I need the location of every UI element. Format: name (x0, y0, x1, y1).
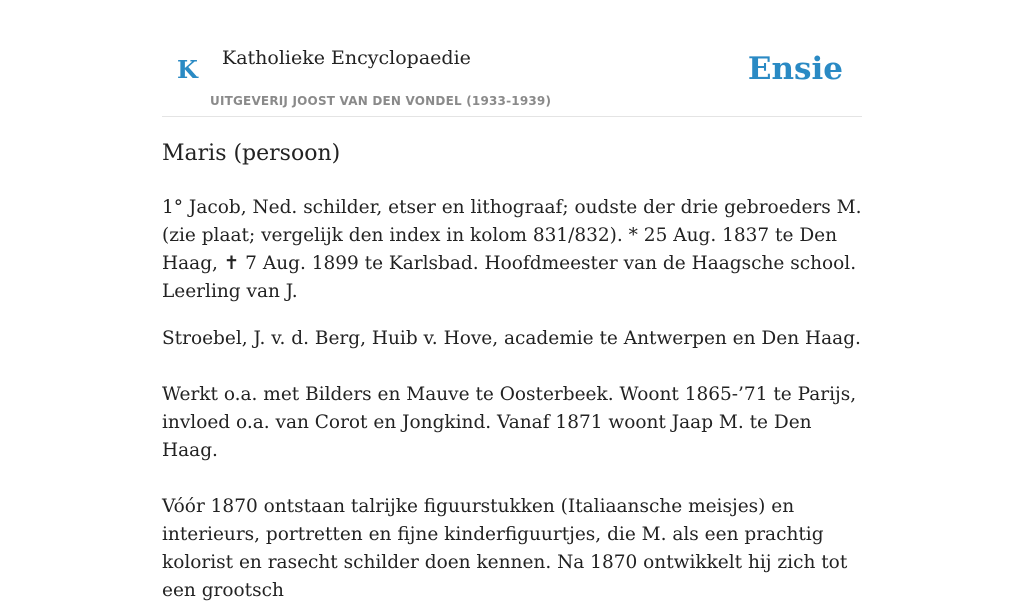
publisher-label: UITGEVERIJ JOOST VAN DEN VONDEL (1933-1939) (210, 94, 552, 108)
article-paragraph: 1° Jacob, Ned. schilder, etser en lithograaf; oudste der drie gebroeders M. (zie plaat; vergelijk den index in kolom 831/832). * 25 Aug. 1837 te Den Haag, ✝ 7 Aug. 1899 te Karlsbad. Hoofdmeester van de Haagsche school. Leerling van J. (162, 197, 862, 302)
article-paragraph: Vóór 1870 ontstaan talrijke figuurstukken (Italiaansche meisjes) en interieurs, portretten en fijne kinderfiguurtjes, die M. als een prachtig kolorist en rasecht schilder doen kennen. Na 1870 ontwikkelt hij zich tot een grootsch (162, 496, 848, 601)
book-title[interactable]: Katholieke Encyclopaedie (222, 47, 471, 69)
ensie-brand-link[interactable]: Ensie (747, 51, 843, 87)
article (162, 138, 862, 605)
site-header (162, 0, 862, 117)
article-paragraph: Stroebel, J. v. d. Berg, Huib v. Hove, academie te Antwerpen en Den Haag. (162, 328, 861, 349)
article-title: Maris (persoon) (162, 141, 341, 166)
encyclopedia-logo[interactable]: K (177, 55, 198, 84)
article-paragraph: Werkt o.a. met Bilders en Mauve te Oosterbeek. Woont 1865-’71 te Parijs, invloed o.a. van Corot en Jongkind. Vanaf 1871 woont Jaap M. te Den Haag. (162, 384, 857, 461)
